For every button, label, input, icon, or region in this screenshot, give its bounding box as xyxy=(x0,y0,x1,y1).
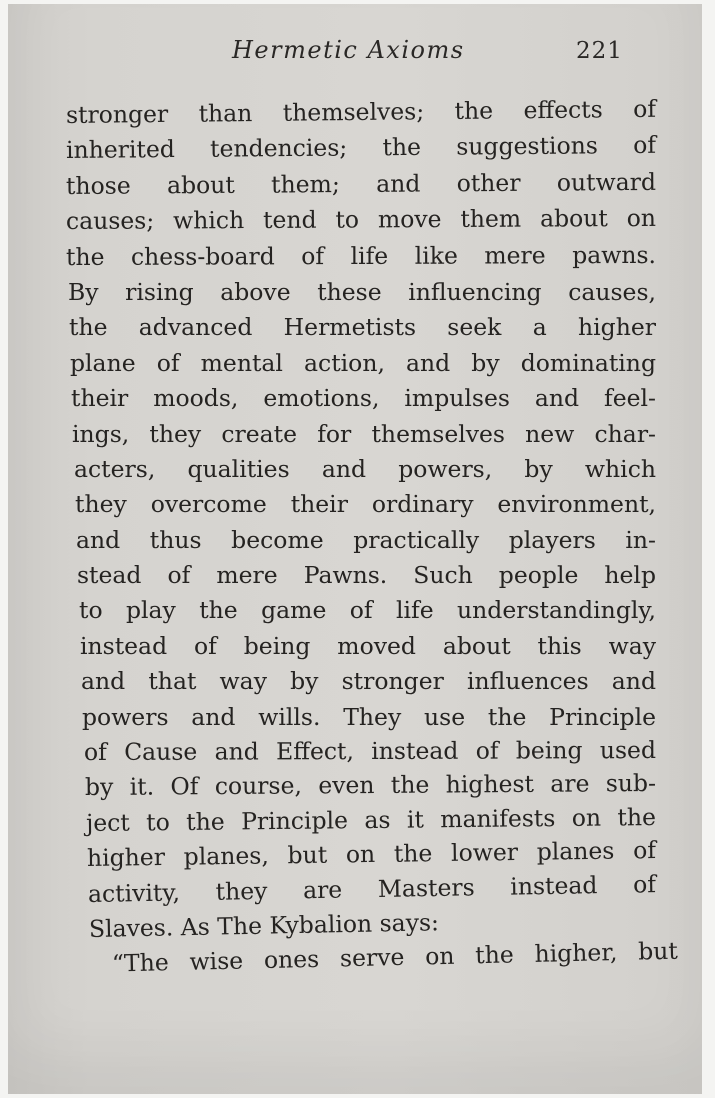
text-line: plane of mental action, and by dominating xyxy=(70,348,656,377)
text-line: stronger than themselves; the effects of xyxy=(65,94,657,129)
body-text xyxy=(65,94,679,983)
text-line: the chess-board of life like mere pawns. xyxy=(65,240,657,271)
text-line: powers and wills. They use the Principle xyxy=(82,702,656,731)
text-line: causes; which tend to move them about on xyxy=(65,204,657,236)
text-line: higher planes, but on the lower planes of xyxy=(86,836,657,873)
text-line: inherited tendencies; the suggestions of xyxy=(65,131,657,165)
text-line: they overcome their ordinary environment, xyxy=(75,490,656,519)
text-line: and that way by stronger influences and xyxy=(81,667,656,696)
page-header xyxy=(8,36,702,76)
text-line: By rising above these influencing causes, xyxy=(68,277,656,306)
text-line: their moods, emotions, impulses and feel- xyxy=(71,384,656,413)
text-line: ject to the Principle as it manifests on the xyxy=(85,802,657,837)
text-line: to play the game of life understandingly, xyxy=(79,596,656,625)
text-line: those about them; and other outward xyxy=(65,167,657,200)
running-head: Hermetic Axioms xyxy=(232,36,465,64)
text-line: by it. Of course, even the highest are sub- xyxy=(84,769,657,802)
text-line: and thus become practically players in- xyxy=(76,525,656,554)
text-line: the advanced Hermetists seek a higher xyxy=(69,313,656,342)
text-line: stead of mere Pawns. Such people help xyxy=(77,561,656,590)
text-line: Slaves. As The Kybalion says: xyxy=(88,908,440,943)
text-line: activity, they are Masters instead of xyxy=(87,869,657,908)
book-page xyxy=(8,4,702,1094)
text-line: instead of being moved about this way xyxy=(80,631,656,660)
page-number: 221 xyxy=(576,38,623,64)
text-line: ings, they create for themselves new char- xyxy=(72,419,656,448)
text-line: “The wise ones serve on the higher, but xyxy=(111,937,679,978)
text-line: of Cause and Effect, instead of being used xyxy=(83,736,657,767)
text-line: acters, qualities and powers, by which xyxy=(74,454,656,483)
